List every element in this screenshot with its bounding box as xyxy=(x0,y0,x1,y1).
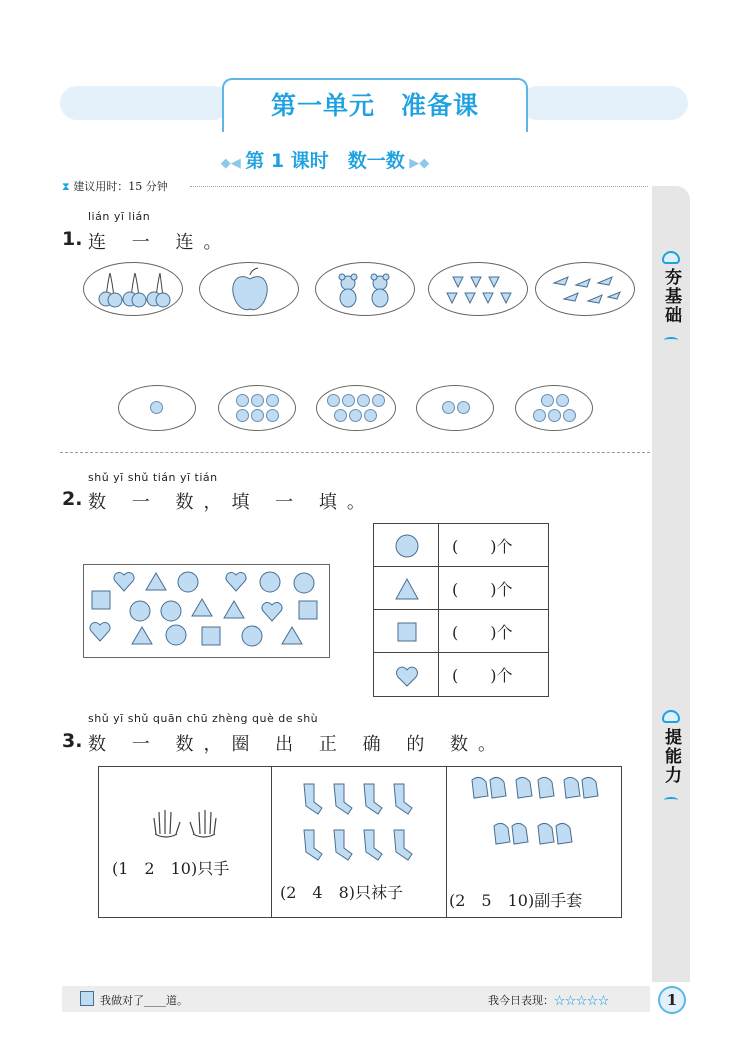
hands-icon xyxy=(150,806,220,840)
banner-deco-left xyxy=(60,86,230,120)
socks-icon xyxy=(298,782,428,866)
strawberry-icon xyxy=(429,263,529,317)
q3-separator xyxy=(446,766,447,918)
dot xyxy=(556,394,569,407)
side-tab-advanced-text: 提能力 xyxy=(661,728,681,785)
heart-icon xyxy=(394,662,420,688)
q2-number: 2. xyxy=(62,488,83,510)
picture-oval-bears[interactable] xyxy=(315,262,415,316)
dot xyxy=(327,394,340,407)
q2-pinyin: shǔ yī shǔ tián yī tián xyxy=(88,471,218,484)
dot xyxy=(251,409,264,422)
dotted-rule xyxy=(190,186,648,187)
dot xyxy=(533,409,546,422)
q3-text: 数 一 数，圈 出 正 确 的 数。 xyxy=(88,734,507,755)
dot xyxy=(548,409,561,422)
q1-text: 连 一 连。 xyxy=(88,232,232,253)
section-divider xyxy=(60,452,650,453)
wave-icon xyxy=(664,797,678,803)
time-hint-text: 建议用时：15 分钟 xyxy=(73,180,168,193)
dot xyxy=(349,409,362,422)
dot-oval-7[interactable] xyxy=(316,385,396,431)
dot xyxy=(266,409,279,422)
heart-count-answer[interactable]: ( )个 xyxy=(452,666,513,685)
hands-answer[interactable]: (1 2 10)只手 xyxy=(112,859,230,878)
circle-count-answer[interactable]: ( )个 xyxy=(452,537,513,556)
shapes-panel xyxy=(83,564,330,658)
dot xyxy=(364,409,377,422)
dot xyxy=(457,401,470,414)
bear-icon xyxy=(316,263,416,317)
dot xyxy=(342,394,355,407)
page-number: 1 xyxy=(658,986,686,1014)
checklist-icon xyxy=(80,991,94,1006)
picture-oval-apple[interactable] xyxy=(199,262,299,316)
dot-oval-6[interactable] xyxy=(218,385,296,431)
count-table xyxy=(373,523,549,697)
dot xyxy=(563,409,576,422)
dot xyxy=(266,394,279,407)
mixed-shapes-figure xyxy=(84,565,331,659)
picture-oval-cherries[interactable] xyxy=(83,262,183,316)
mittens-answer[interactable]: (2 5 10)副手套 xyxy=(449,891,583,910)
side-tab-basic xyxy=(652,268,690,325)
banner-deco-right xyxy=(520,86,688,120)
apple-icon xyxy=(200,263,300,317)
q3-pinyin: shǔ yī shǔ quān chū zhèng què de shù xyxy=(88,712,319,725)
triangle-count-answer[interactable]: ( )个 xyxy=(452,580,513,599)
side-tab-basic-text: 夯基础 xyxy=(661,268,681,325)
q3-number: 3. xyxy=(62,730,83,752)
performance-label: 我今日表现： xyxy=(488,994,554,1007)
dot-oval-2[interactable] xyxy=(416,385,494,431)
cherries-icon xyxy=(84,263,184,317)
socks-answer[interactable]: (2 4 8)只袜子 xyxy=(280,883,404,902)
triangle-icon xyxy=(394,576,420,602)
unit-title: 第一单元 准备课 xyxy=(270,91,479,120)
picture-oval-birds[interactable] xyxy=(535,262,635,316)
side-tab-advanced xyxy=(652,728,690,785)
square-icon xyxy=(394,619,420,645)
dot xyxy=(334,409,347,422)
hourglass-icon: ⧗ xyxy=(62,180,70,193)
dot xyxy=(236,394,249,407)
left-arrow-icon: ◆◀ xyxy=(220,156,246,171)
mittens-icon xyxy=(466,774,606,864)
helmet-icon xyxy=(662,710,680,723)
table-row xyxy=(374,610,548,653)
footer-correct-count: 我做对了____道。 xyxy=(100,994,188,1007)
circle-icon xyxy=(394,533,420,559)
q2-text: 数 一 数，填 一 填。 xyxy=(88,492,375,513)
dot xyxy=(236,409,249,422)
table-row xyxy=(374,524,548,567)
dot-oval-1[interactable] xyxy=(118,385,196,431)
q3-separator xyxy=(271,766,272,918)
dot-oval-5[interactable] xyxy=(515,385,593,431)
time-hint xyxy=(62,178,168,194)
dot xyxy=(541,394,554,407)
lesson-title: 第 1 课时 数一数 xyxy=(245,150,405,172)
table-row xyxy=(374,567,548,610)
lesson-title-row xyxy=(0,146,650,173)
dot xyxy=(372,394,385,407)
rating-stars[interactable]: ☆☆☆☆☆ xyxy=(554,994,609,1007)
dot xyxy=(251,394,264,407)
footer-performance xyxy=(488,992,609,1008)
picture-oval-strawberries[interactable] xyxy=(428,262,528,316)
square-count-answer[interactable]: ( )个 xyxy=(452,623,513,642)
bird-icon xyxy=(536,263,636,317)
unit-title-box xyxy=(222,78,528,132)
dot xyxy=(357,394,370,407)
q1-number: 1. xyxy=(62,228,83,250)
right-arrow-icon: ▶◆ xyxy=(404,156,430,171)
dot xyxy=(150,401,163,414)
helmet-icon xyxy=(662,251,680,264)
wave-icon xyxy=(664,337,678,343)
dot xyxy=(442,401,455,414)
q1-pinyin: lián yī lián xyxy=(88,210,151,223)
table-row xyxy=(374,653,548,696)
